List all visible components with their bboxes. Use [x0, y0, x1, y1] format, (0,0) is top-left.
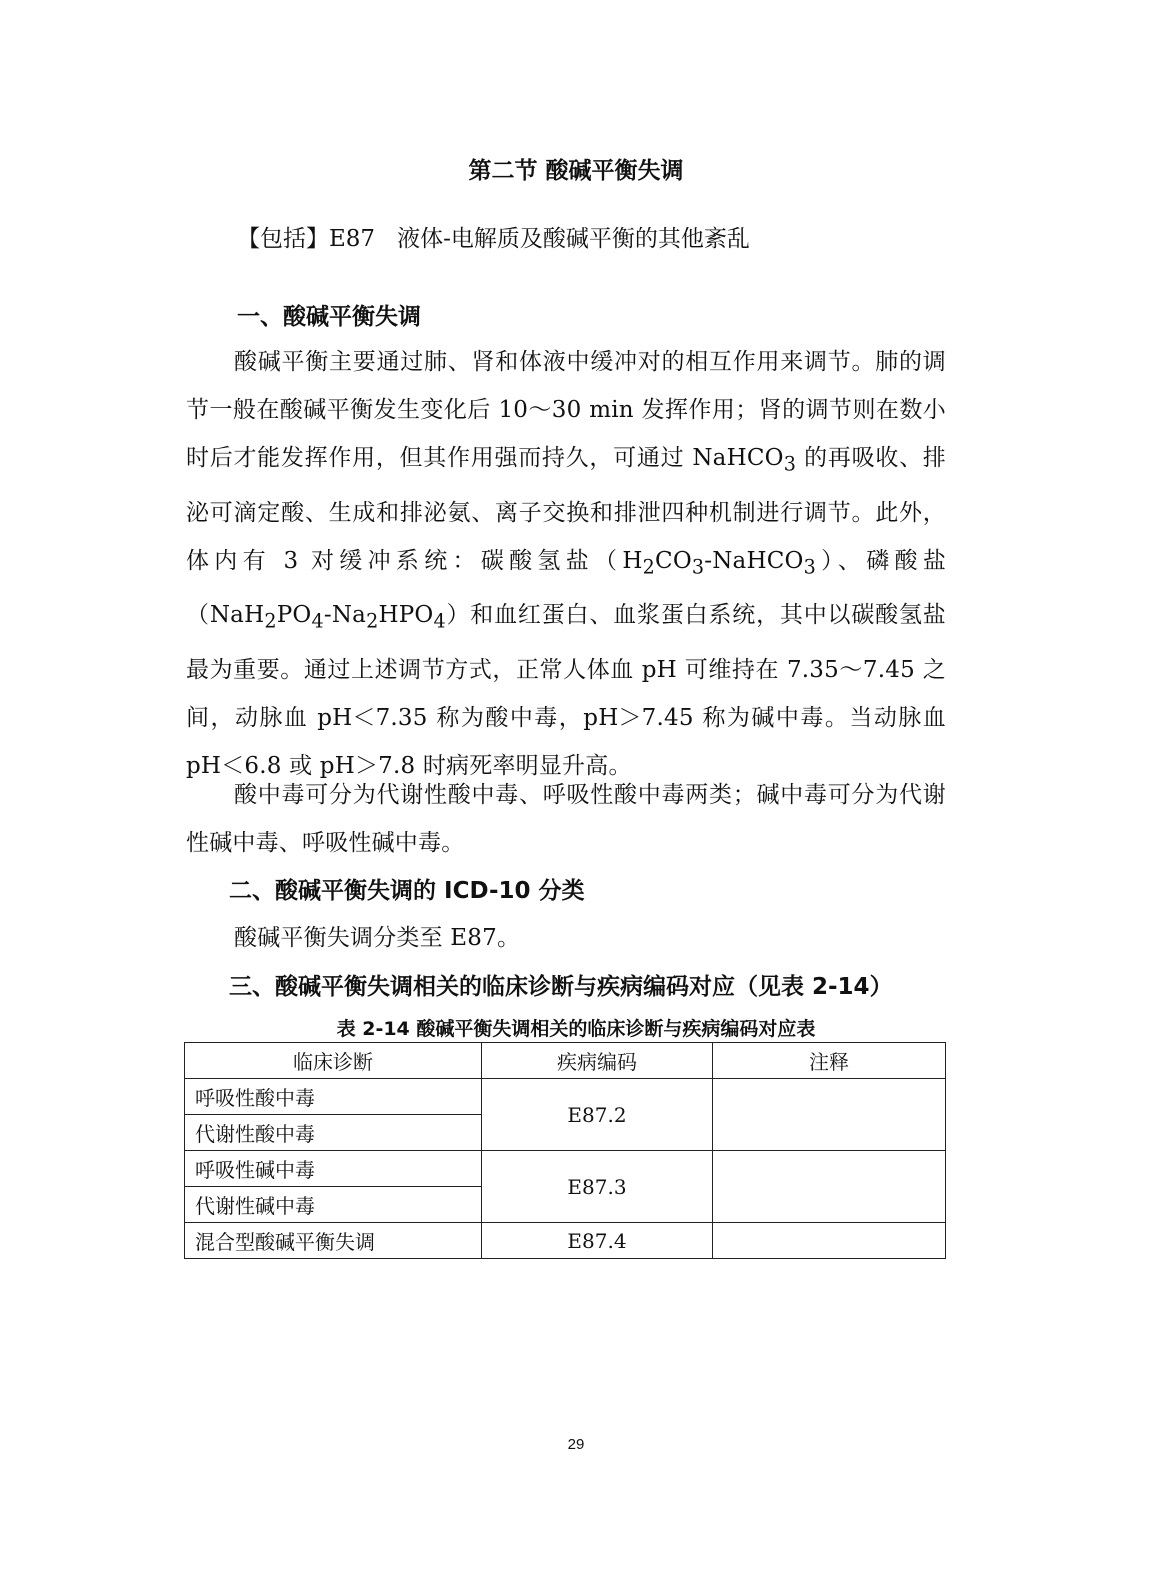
formula-nahco3: NaHCO$_3$ [692, 445, 797, 476]
includes-text: 液体-电解质及酸碱平衡的其他紊乱 [397, 226, 750, 252]
includes-label: 【包括】E87 [237, 226, 376, 252]
section-heading-1: 一、酸碱平衡失调 [237, 304, 421, 330]
paragraph-classification: 酸中毒可分为代谢性酸中毒、呼吸性酸中毒两类；碱中毒可分为代谢性碱中毒、呼吸性碱中毒。 [186, 782, 946, 856]
diagnosis-cell: 呼吸性酸中毒 [185, 1079, 482, 1115]
section-heading-2: 二、酸碱平衡失调的 ICD-10 分类 [229, 878, 585, 904]
page-number: 29 [567, 1436, 585, 1453]
diagnosis-cell: 代谢性碱中毒 [185, 1187, 482, 1223]
table-row [185, 1079, 946, 1115]
table-row [185, 1151, 946, 1187]
diagnosis-code-table [184, 1042, 946, 1259]
includes-line [237, 220, 750, 253]
paragraph-icd: 酸碱平衡失调分类至 E87。 [234, 925, 521, 951]
section-heading-3: 三、酸碱平衡失调相关的临床诊断与疾病编码对应（见表 2-14） [229, 974, 893, 1000]
paragraph-text: 的再吸收、排泌可滴定酸、生成和排泌氨、离子交换和排泄四种机制进行调节。此外，体内有 3 对缓冲系统：碳酸氢盐（ [186, 445, 946, 574]
table-caption: 表 2-14 酸碱平衡失调相关的临床诊断与疾病编码对应表 [336, 1018, 816, 1040]
notes-cell [713, 1151, 946, 1223]
formula-phosphate-buffer: $NaH_2PO_4-Na_2HPO_4$ [209, 602, 446, 633]
header-code: 疾病编码 [482, 1043, 713, 1079]
formula-bicarbonate-buffer: $H_2CO_3-NaHCO_3$ [622, 547, 816, 579]
header-diagnosis: 临床诊断 [185, 1043, 482, 1079]
notes-cell [713, 1223, 946, 1259]
table-header-row [185, 1043, 946, 1079]
notes-cell [713, 1079, 946, 1151]
paragraph-text: ）和血红蛋白、血浆蛋白系统，其中以碳酸氢盐最为重要。通过上述调节方式，正常人体血 pH 可维持在 7.35～7.45 之间，动脉血 pH＜7.35 称为酸中毒，pH＞7.45 称为碱中毒。当动脉血 pH＜6.8 或 pH＞7.8 时病死率明显升高。 [186, 602, 947, 779]
paragraph-text: 酸碱平衡主要通过肺、肾和体液中缓冲对的相互作用来调节。肺的调节一般在酸碱平衡发生变化后 10～30 min 发挥作用；肾的调节则在数小时后才能发挥作用，但其作用强而持久，可通过 [186, 349, 946, 471]
code-cell: E87.4 [482, 1223, 713, 1259]
diagnosis-cell: 代谢性酸中毒 [185, 1115, 482, 1151]
table-row [185, 1223, 946, 1259]
header-notes: 注释 [713, 1043, 946, 1079]
paragraph-text: ）、磷酸盐（ [186, 547, 947, 629]
page-title: 第二节 酸碱平衡失调 [468, 158, 684, 184]
code-cell: E87.2 [482, 1079, 713, 1151]
diagnosis-cell: 混合型酸碱平衡失调 [185, 1223, 482, 1259]
diagnosis-cell: 呼吸性碱中毒 [185, 1151, 482, 1187]
code-cell: E87.3 [482, 1151, 713, 1223]
paragraph-regulation [186, 338, 946, 790]
